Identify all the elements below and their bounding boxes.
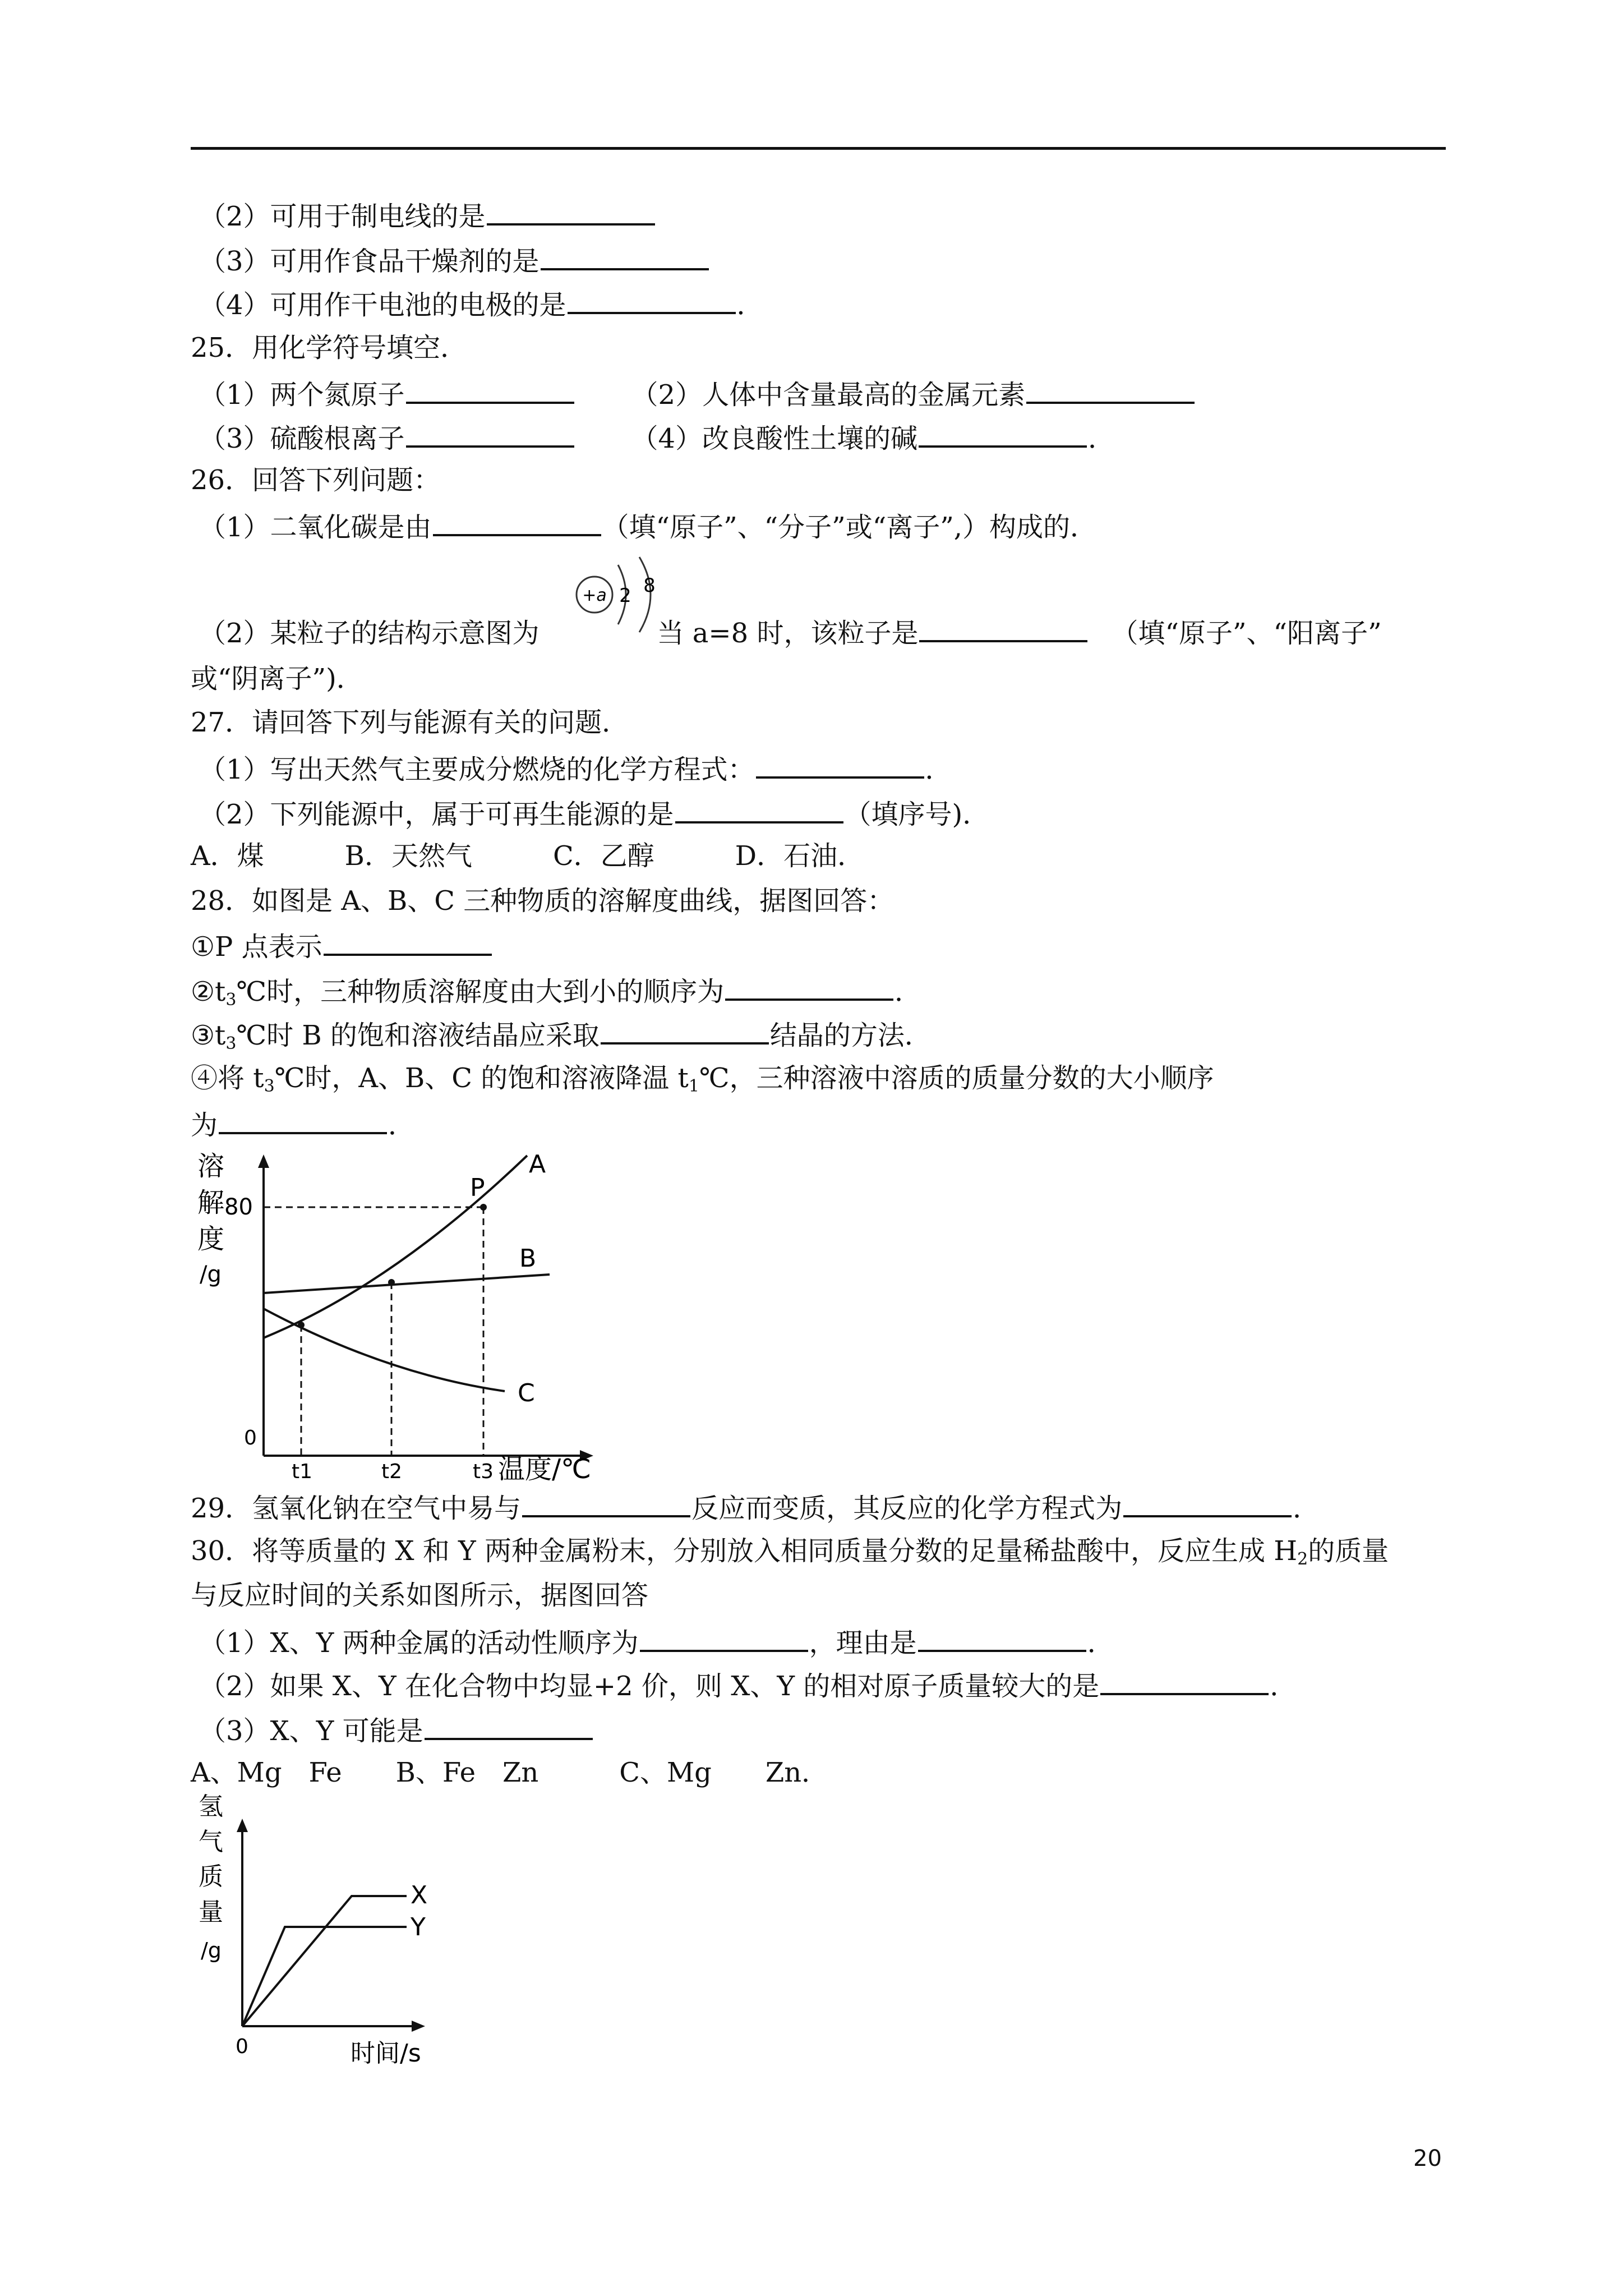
q27-title: 27．请回答下列与能源有关的问题． — [191, 707, 629, 738]
answer-blank[interactable] — [919, 420, 1087, 448]
q30-title-cont: 与反应时间的关系如图所示，据图回答 — [191, 1580, 649, 1611]
x-tick-t2: t2 — [381, 1460, 403, 1481]
q28-item-3: $③t_3℃$时 B 的饱和溶液结晶应采取 结晶的方法． — [191, 1016, 932, 1061]
q28-item-1: ①P 点表示 — [191, 928, 493, 964]
answer-blank[interactable] — [406, 420, 574, 448]
q28-item-4-cont: 为 ． — [191, 1106, 415, 1142]
q30-item-2: （2）如果 X、Y 在化合物中均显+2 价，则 X、Y 的相对原子质量较大的是 ． — [199, 1667, 1297, 1703]
hydrogen-mass-chart — [191, 1789, 471, 2081]
q30-options: A、Mg Fe B、Fe Zn C、Mg Zn． — [191, 1757, 829, 1788]
answer-blank[interactable] — [324, 928, 492, 956]
answer-blank[interactable] — [487, 197, 655, 226]
point-p — [480, 1204, 487, 1211]
line-x — [242, 1896, 407, 2026]
y-axis-label-char: 气 — [199, 1828, 223, 1856]
answer-blank[interactable] — [725, 973, 893, 1001]
y-axis-label-char: /g — [200, 1262, 222, 1287]
x-tick-t1: t1 — [292, 1460, 313, 1481]
line-y — [242, 1927, 407, 2026]
q24-item-4: （4）可用作干电池的电极的是 ． — [199, 286, 764, 322]
answer-blank[interactable] — [1123, 1489, 1292, 1517]
atom-structure-diagram — [555, 553, 679, 642]
y-axis-label — [199, 1792, 223, 1963]
answer-blank[interactable] — [425, 1712, 593, 1740]
x-axis-label: 温度/℃ — [498, 1453, 592, 1481]
q25-item-3-4: （3）硫酸根离子 （4）改良酸性土壤的碱 ． — [199, 420, 1115, 455]
q26-item-2-cont: 或“阴离子”)． — [191, 663, 363, 694]
answer-blank[interactable] — [522, 1489, 690, 1517]
answer-blank[interactable] — [640, 1624, 808, 1652]
y-axis-label-char: /g — [201, 1938, 222, 1963]
answer-blank[interactable] — [219, 1106, 387, 1134]
answer-blank[interactable] — [1026, 376, 1195, 404]
nucleus-charge: +a — [582, 586, 607, 605]
y-axis-label-char: 氢 — [199, 1792, 223, 1821]
q26-item-1: （1）二氧化碳是由 （填“原子”、“分子”或“离子”,）构成的． — [199, 508, 1097, 544]
answer-blank[interactable] — [433, 508, 601, 536]
q30-item-1: （1）X、Y 两种金属的活动性顺序为 ，理由是 ． — [199, 1624, 1114, 1660]
x-axis-label: 时间/s — [351, 2039, 421, 2068]
header-rule — [191, 147, 1446, 150]
y-axis-label-char: 溶 — [197, 1151, 225, 1182]
y-axis-arrow — [258, 1154, 269, 1168]
series-label-c: C — [518, 1379, 535, 1407]
q28-item-2: $②t_3℃$时，三种物质溶解度由大到小的顺序为 ． — [191, 973, 921, 1017]
series-label-a: A — [529, 1150, 546, 1179]
point-p-label: P — [470, 1174, 485, 1202]
origin-label: 0 — [244, 1427, 257, 1450]
answer-blank[interactable] — [1100, 1667, 1269, 1695]
q28-title: 28．如图是 A、B、C 三种物质的溶解度曲线，据图回答： — [191, 885, 895, 917]
y-axis-arrow — [237, 1819, 248, 1832]
intersection-a-c — [298, 1322, 305, 1328]
q29: 29．氢氧化钠在空气中易与 反应而变质，其反应的化学方程式为 ． — [191, 1489, 1320, 1525]
answer-blank[interactable] — [541, 242, 709, 270]
curve-a — [264, 1156, 527, 1338]
shell-2-electrons: 8 — [643, 574, 656, 597]
intersection-a-b — [388, 1279, 395, 1286]
q30-item-3: （3）X、Y 可能是 — [199, 1712, 594, 1748]
q25-item-1-2: （1）两个氮原子 （2）人体中含量最高的金属元素 — [199, 376, 1196, 412]
q26-title: 26．回答下列问题： — [191, 464, 441, 496]
solubility-chart — [191, 1144, 617, 1481]
answer-blank[interactable] — [406, 376, 574, 404]
y-tick-80: 80 — [224, 1194, 253, 1220]
shell-1-electrons: 2 — [619, 585, 631, 607]
y-axis-label-char: 量 — [199, 1898, 223, 1926]
series-label-b: B — [519, 1244, 537, 1273]
y-axis-label-char: 度 — [197, 1223, 225, 1255]
q30-title: 30．将等质量的 X 和 Y 两种金属粉末，分别放入相同质量分数的足量稀盐酸中，反应生成 $H_2$的质量 — [191, 1535, 1389, 1569]
answer-blank[interactable] — [919, 614, 1087, 642]
q28-item-4: ④将 $t_3℃$时，A、B、C 的饱和溶液降温 $t_1℃$，三种溶液中溶质的质量分数的大小顺序 — [191, 1062, 1214, 1096]
q26-item-2: （2）某粒子的结构示意图为 当 a=8 时，该粒子是 （填“原子”、“阳离子” — [199, 614, 1382, 650]
page-number: 20 — [1413, 2146, 1442, 2171]
answer-blank[interactable] — [568, 286, 736, 314]
answer-blank[interactable] — [756, 751, 924, 779]
q27-options: A．煤 B．天然气 C．乙醇 D．石油． — [191, 840, 865, 872]
x-tick-t3: t3 — [473, 1460, 494, 1481]
answer-blank[interactable] — [601, 1016, 769, 1045]
q25-title: 25．用化学符号填空． — [191, 332, 468, 364]
origin-label: 0 — [236, 2035, 248, 2058]
series-label-y: Y — [411, 1913, 426, 1941]
y-axis-label-char: 解 — [197, 1187, 225, 1218]
answer-blank[interactable] — [675, 795, 843, 823]
line-b — [264, 1274, 550, 1293]
y-axis-label — [197, 1151, 224, 1287]
answer-blank[interactable] — [918, 1624, 1086, 1652]
q27-item-2: （2）下列能源中，属于可再生能源的是 （填序号)． — [199, 795, 989, 831]
y-axis-label-char: 质 — [199, 1862, 223, 1891]
x-axis-arrow — [412, 2021, 425, 2032]
q24-item-2: （2）可用于制电线的是 — [199, 197, 656, 233]
series-label-x: X — [411, 1881, 428, 1910]
q24-item-3: （3）可用作食品干燥剂的是 — [199, 242, 710, 278]
q27-item-1: （1）写出天然气主要成分燃烧的化学方程式： ． — [199, 751, 952, 786]
